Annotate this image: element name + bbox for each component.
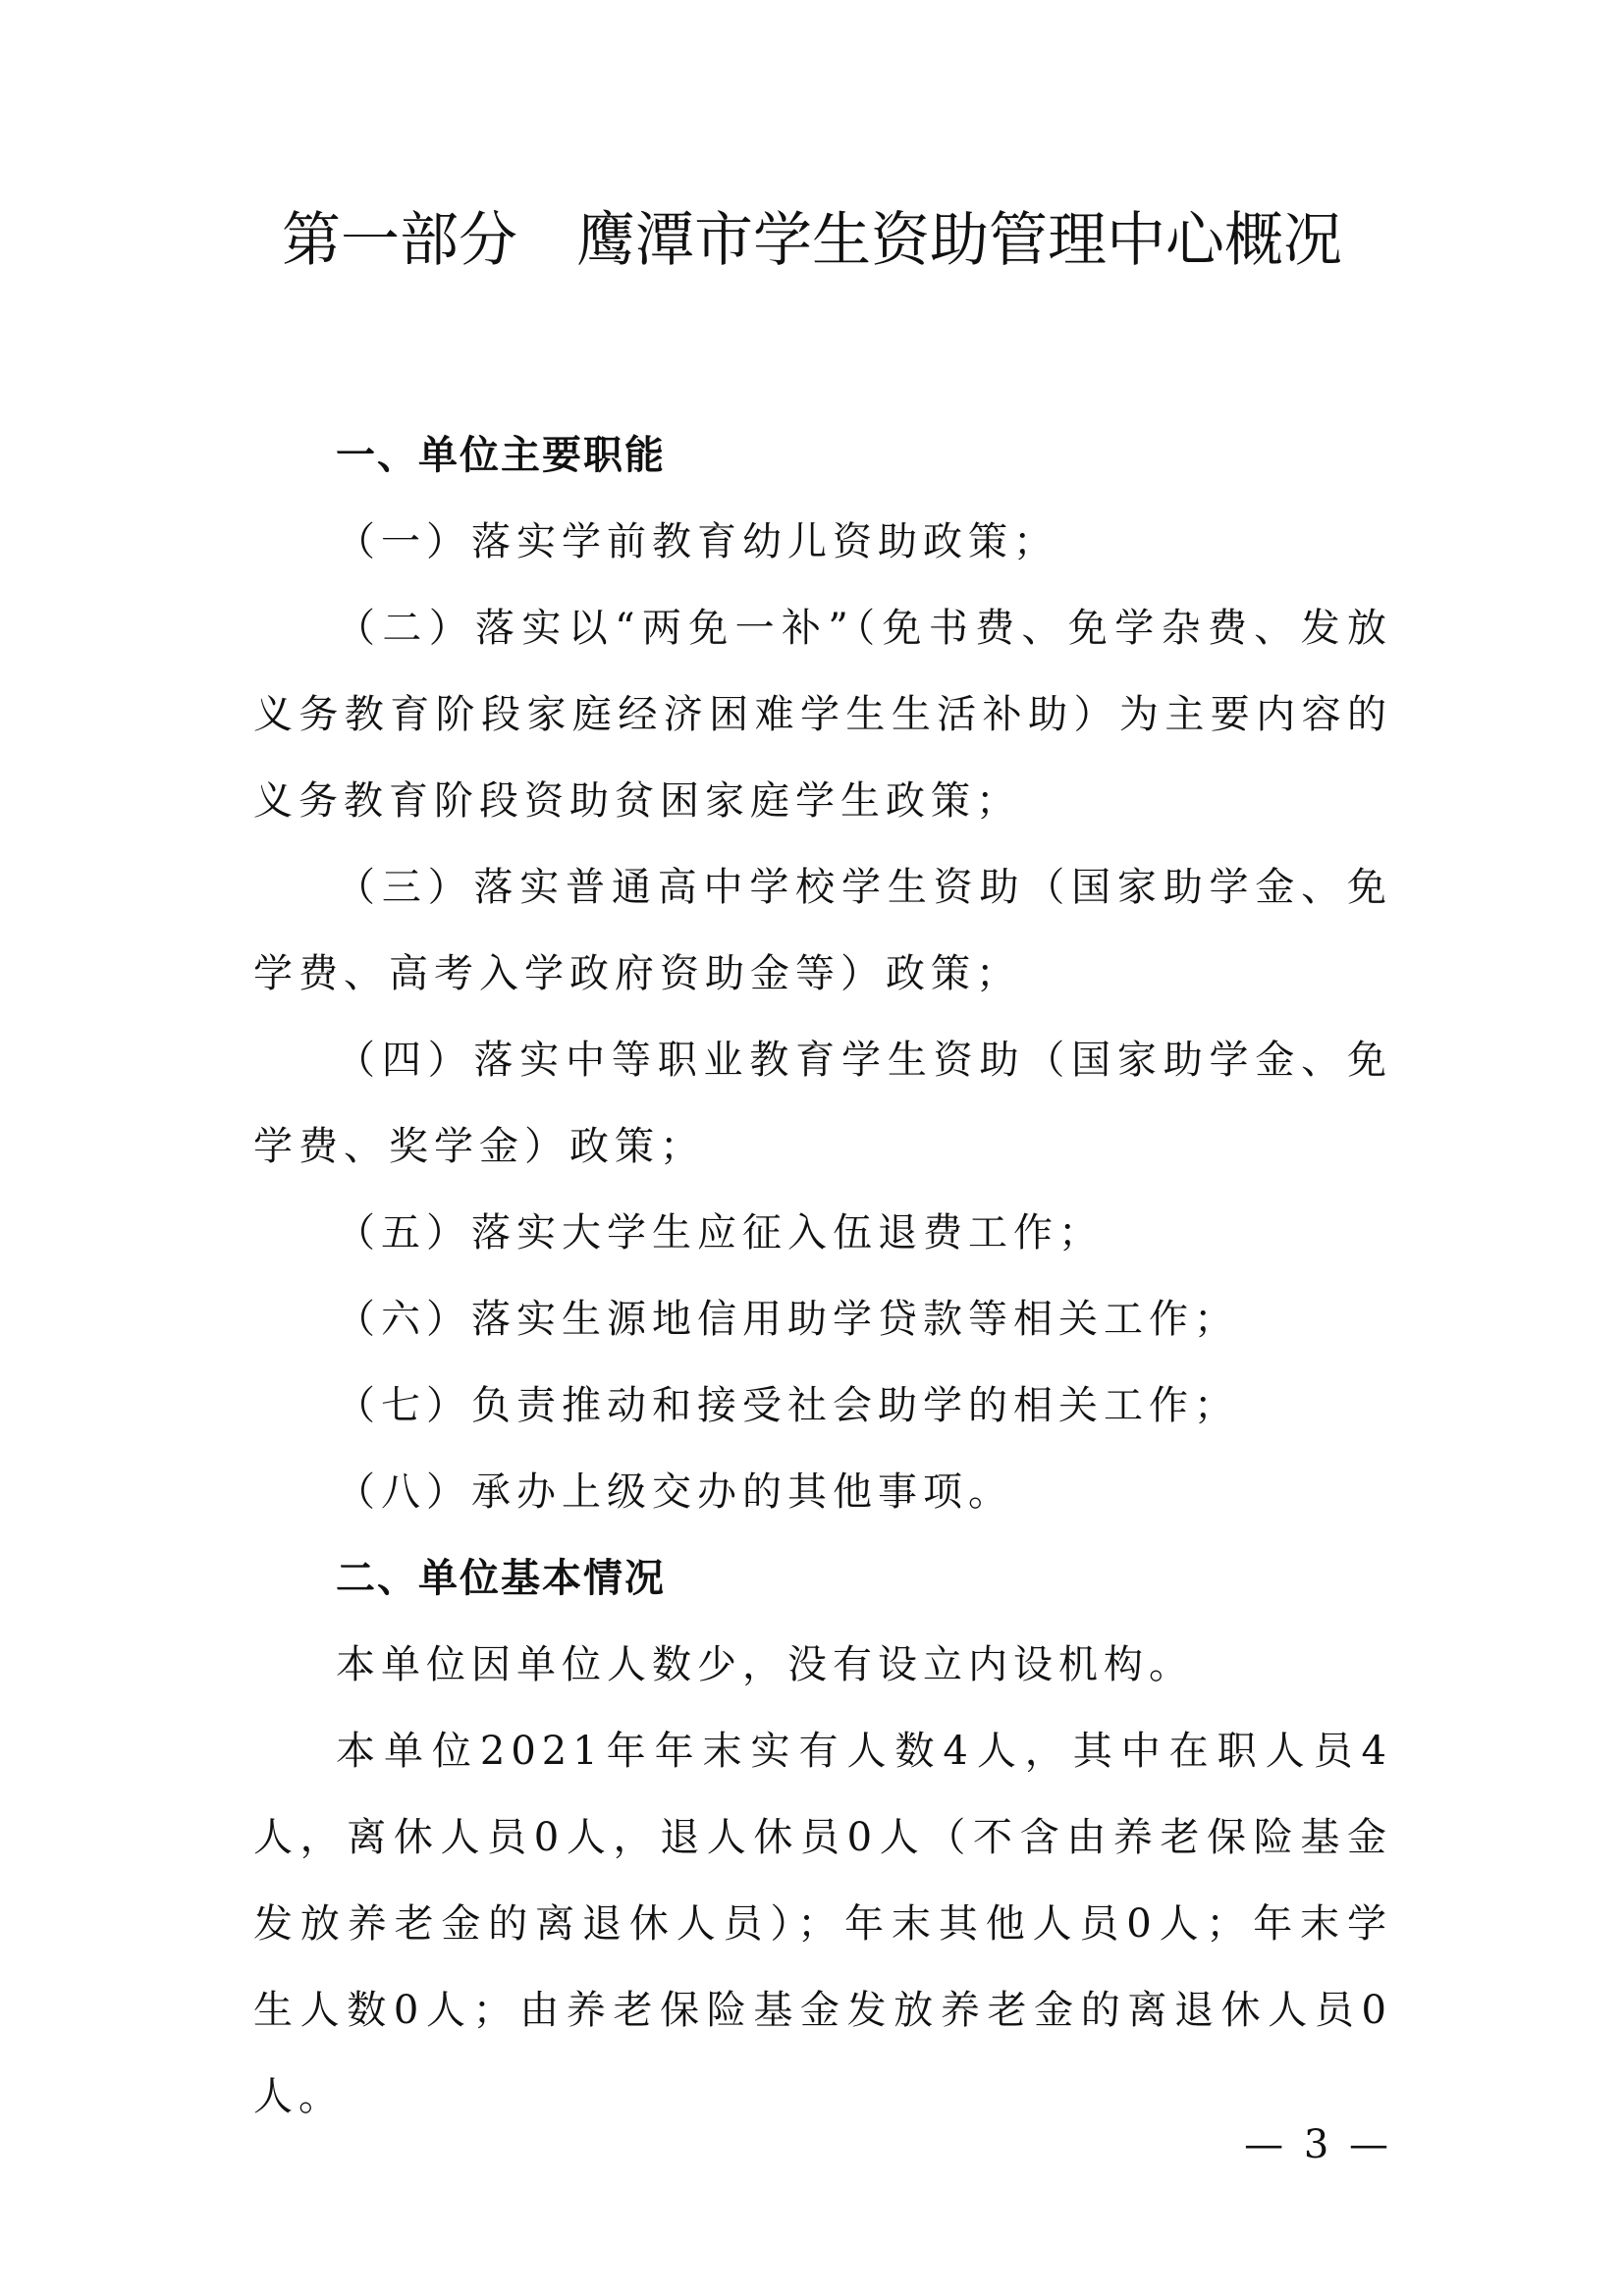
page-title: 第一部分 鹰潭市学生资助管理中心概况: [282, 206, 1342, 275]
function-item-7: （七）负责推动和接受社会助学的相关工作；: [336, 1383, 1239, 1428]
function-item-3: （三）落实普通高中学校学生资助（国家助学金、免学费、高考入学政府资助金等）政策；: [253, 865, 1392, 996]
function-item-6: （六）落实生源地信用助学贷款等相关工作；: [336, 1297, 1239, 1342]
function-item-4: （四）落实中等职业教育学生资助（国家助学金、免学费、奖学金）政策；: [253, 1038, 1392, 1169]
document-body: [253, 412, 1392, 2140]
function-item-1: （一）落实学前教育幼儿资助政策；: [336, 519, 1058, 564]
basic-info-paragraph-1: 本单位因单位人数少，没有设立内设机构。: [336, 1642, 1194, 1687]
section-heading-basic-info: 二、单位基本情况: [336, 1556, 666, 1601]
function-item-8: （八）承办上级交办的其他事项。: [336, 1469, 1013, 1515]
section-heading-functions: 一、单位主要职能: [336, 433, 666, 478]
page-number: — 3 —: [1244, 2122, 1392, 2167]
basic-info-paragraph-2: 本单位2021年年末实有人数4人，其中在职人员4人，离休人员0人，退人休员0人（不含由养老保险基金发放养老金的离退休人员）；年末其他人员0人；年末学生人数0人；由养老保险基金发放养老金的离退休人员0人。: [253, 1729, 1392, 2119]
function-item-2: （二）落实以“两免一补”（免书费、免学杂费、发放义务教育阶段家庭经济困难学生生活补助）为主要内容的义务教育阶段资助贫困家庭学生政策；: [253, 606, 1392, 824]
function-item-5: （五）落实大学生应征入伍退费工作；: [336, 1210, 1104, 1255]
